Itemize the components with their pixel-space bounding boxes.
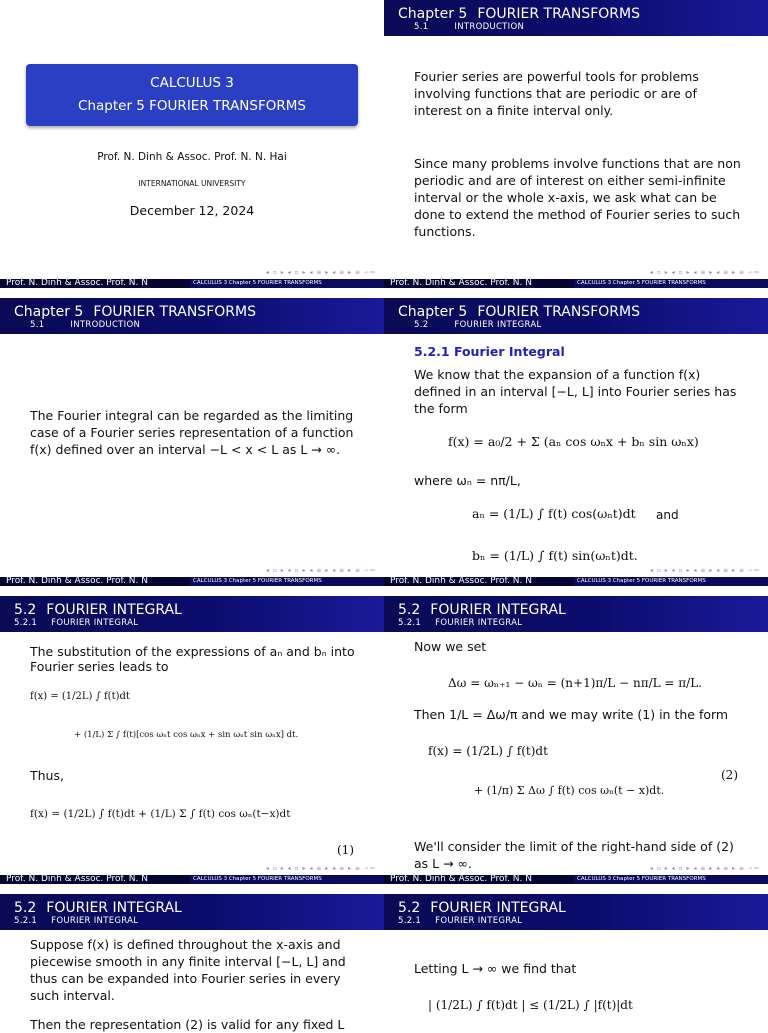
equation: bₙ = (1/L) ∫ f(t) sin(ωₙt)dt. (472, 548, 638, 563)
equation: f(x) = a₀/2 + Σ (aₙ cos ωₙx + bₙ sin ωₙx) (448, 434, 699, 449)
paragraph: Thus, (30, 768, 64, 783)
header-chapter: 5.2 (398, 900, 421, 916)
header-chapter: 5.2 (14, 602, 37, 618)
paragraph: Since many problems involve functions that are non periodic and are of interest on either semi-infinite interval or the whole x-axis, we ask what can be done to extend the method of Fourier series to such functions. (414, 156, 741, 239)
footer-bar (0, 875, 384, 884)
paragraph: Now we set (414, 639, 487, 654)
title-box (26, 64, 358, 126)
paragraph: Then 1/L = Δω/π and we may write (1) in the form (414, 707, 729, 722)
slide-header (384, 894, 768, 930)
paragraph: Letting L → ∞ we find that (414, 961, 577, 976)
header-title: FOURIER INTEGRAL (430, 900, 566, 916)
paragraph: We'll consider the limit of the right-hand side of (2) as L → ∞. (414, 839, 734, 871)
paragraph: The Fourier integral can be regarded as the limiting case of a Fourier series representation of a function f(x) defined over an interval −L < x < L as L → ∞. (30, 408, 354, 457)
footer-author: Prof. N. Dinh & Assoc. Prof. N. N (384, 577, 574, 586)
slide-fourier-integral-4[interactable] (0, 894, 384, 1032)
header-section-num: 5.2.1 (398, 916, 422, 926)
footer-course: CALCULUS 3 Chapter 5 FOURIER TRANSFORMS (577, 280, 706, 286)
header-section-num: 5.2.1 (14, 916, 38, 926)
equation-number: (1) (337, 843, 354, 857)
slide-fourier-integral-2[interactable] (0, 596, 384, 884)
header-title: FOURIER INTEGRAL (430, 602, 566, 618)
slide-header (384, 298, 768, 334)
header-section: FOURIER INTEGRAL (435, 916, 523, 926)
chapter-title: Chapter 5 FOURIER TRANSFORMS (78, 98, 306, 114)
footer-author: Prof. N. Dinh & Assoc. Prof. N. N (0, 279, 190, 288)
slide-fourier-integral-1[interactable] (384, 298, 768, 586)
header-title: FOURIER INTEGRAL (46, 900, 182, 916)
equation: + (1/π) Σ Δω ∫ f(t) cos ωₙ(t − x)dt. (474, 784, 665, 797)
header-chapter: Chapter 5 (398, 6, 468, 22)
footer-course: CALCULUS 3 Chapter 5 FOURIER TRANSFORMS (577, 876, 706, 882)
slide-header (0, 596, 384, 632)
header-section: FOURIER INTEGRAL (435, 618, 523, 628)
slide-title[interactable] (0, 0, 384, 288)
header-section-num: 5.1 (414, 22, 429, 32)
equation: f(x) = (1/2L) ∫ f(t)dt + (1/L) Σ ∫ f(t) cos ωₙ(t−x)dt (30, 808, 291, 820)
nav-controls[interactable]: ◂ ▫ ▸ ◂ ▫ ▸ ◂ ≡ ▸ ◂ ≡ ▸ ≡ ∽∾ (649, 567, 760, 574)
header-section: FOURIER INTEGRAL (51, 916, 139, 926)
slide-header (0, 894, 384, 930)
header-section-num: 5.2 (414, 320, 429, 330)
slide-intro-2[interactable] (0, 298, 384, 586)
nav-controls[interactable]: ◂ ▫ ▸ ◂ ▫ ▸ ◂ ≡ ▸ ◂ ≡ ▸ ≡ ∽∾ (265, 865, 376, 872)
footer-author: Prof. N. Dinh & Assoc. Prof. N. N (0, 577, 190, 586)
header-chapter: Chapter 5 (398, 304, 468, 320)
header-title: FOURIER TRANSFORMS (477, 6, 640, 22)
header-section-num: 5.1 (30, 320, 45, 330)
nav-controls[interactable]: ◂ ▫ ▸ ◂ ▫ ▸ ◂ ≡ ▸ ◂ ≡ ▸ ≡ ∽∾ (265, 567, 376, 574)
header-title: FOURIER TRANSFORMS (93, 304, 256, 320)
footer-author: Prof. N. Dinh & Assoc. Prof. N. N (384, 875, 574, 884)
authors: Prof. N. Dinh & Assoc. Prof. N. N. Hai (97, 151, 287, 163)
paragraph: Suppose f(x) is defined throughout the x-axis and piecewise smooth in any finite interval [−L, L] and thus can be expanded into Fourier series in every such interval. (30, 937, 346, 1003)
equation: f(x) = (1/2L) ∫ f(t)dt (30, 691, 130, 702)
header-chapter: Chapter 5 (14, 304, 84, 320)
footer-bar (0, 279, 384, 288)
slide-intro-1[interactable] (384, 0, 768, 288)
header-title: FOURIER TRANSFORMS (477, 304, 640, 320)
nav-controls[interactable]: ◂ ▫ ▸ ◂ ▫ ▸ ◂ ≡ ▸ ◂ ≡ ▸ ≡ ∽∾ (265, 269, 376, 276)
paragraph: Then the representation (2) is valid for any fixed L (30, 1017, 345, 1032)
footer-course: CALCULUS 3 Chapter 5 FOURIER TRANSFORMS (193, 280, 322, 286)
date: December 12, 2024 (129, 203, 255, 218)
header-section-num: 5.2.1 (398, 618, 422, 628)
footer-course: CALCULUS 3 Chapter 5 FOURIER TRANSFORMS (193, 876, 322, 882)
slide-header (384, 0, 768, 36)
header-chapter: 5.2 (14, 900, 37, 916)
nav-controls[interactable]: ◂ ▫ ▸ ◂ ▫ ▸ ◂ ≡ ▸ ◂ ≡ ▸ ≡ ∽∾ (649, 269, 760, 276)
slide-header (0, 298, 384, 334)
header-section: FOURIER INTEGRAL (454, 320, 542, 330)
header-section: INTRODUCTION (454, 22, 525, 32)
slide-header (384, 596, 768, 632)
nav-controls[interactable]: ◂ ▫ ▸ ◂ ▫ ▸ ◂ ≡ ▸ ◂ ≡ ▸ ≡ ∽∾ (649, 865, 760, 872)
equation: aₙ = (1/L) ∫ f(t) cos(ωₙt)dt (472, 506, 636, 521)
equation: Δω = ωₙ₊₁ − ωₙ = (n+1)π/L − nπ/L = π/L. (448, 676, 702, 690)
paragraph: where ωₙ = nπ/L, (414, 473, 521, 488)
header-title: FOURIER INTEGRAL (46, 602, 182, 618)
conjunction: and (656, 508, 679, 522)
equation: f(x) = (1/2L) ∫ f(t)dt (428, 744, 548, 758)
institution: INTERNATIONAL UNIVERSITY (138, 179, 246, 188)
equation: | (1/2L) ∫ f(t)dt | ≤ (1/2L) ∫ |f(t)|dt (428, 998, 633, 1012)
footer-bar (0, 577, 384, 586)
paragraph: Fourier series are powerful tools for problems involving functions that are periodic or are of interest on a finite interval only. (414, 69, 699, 118)
paragraph: The substitution of the expressions of aₙ and bₙ into Fourier series leads to (30, 644, 355, 674)
header-section-num: 5.2.1 (14, 618, 38, 628)
footer-course: CALCULUS 3 Chapter 5 FOURIER TRANSFORMS (577, 578, 706, 584)
course-title: CALCULUS 3 (150, 75, 234, 91)
equation: + (1/L) Σ ∫ f(t)[cos ωₙt cos ωₙx + sin ωₙt sin ωₙx] dt. (74, 730, 299, 740)
slide-fourier-integral-5[interactable] (384, 894, 768, 1024)
subsection-title: 5.2.1 Fourier Integral (414, 344, 565, 359)
slide-fourier-integral-3[interactable] (384, 596, 768, 884)
header-section: INTRODUCTION (70, 320, 141, 330)
header-section: FOURIER INTEGRAL (51, 618, 139, 628)
footer-bar (384, 279, 768, 288)
equation-number: (2) (721, 768, 738, 782)
footer-author: Prof. N. Dinh & Assoc. Prof. N. N (384, 279, 574, 288)
footer-bar (384, 875, 768, 884)
paragraph: We know that the expansion of a function f(x) defined in an interval [−L, L] into Fourier series has the form (414, 367, 737, 416)
footer-author: Prof. N. Dinh & Assoc. Prof. N. N (0, 875, 190, 884)
header-chapter: 5.2 (398, 602, 421, 618)
footer-bar (384, 577, 768, 586)
footer-course: CALCULUS 3 Chapter 5 FOURIER TRANSFORMS (193, 578, 322, 584)
